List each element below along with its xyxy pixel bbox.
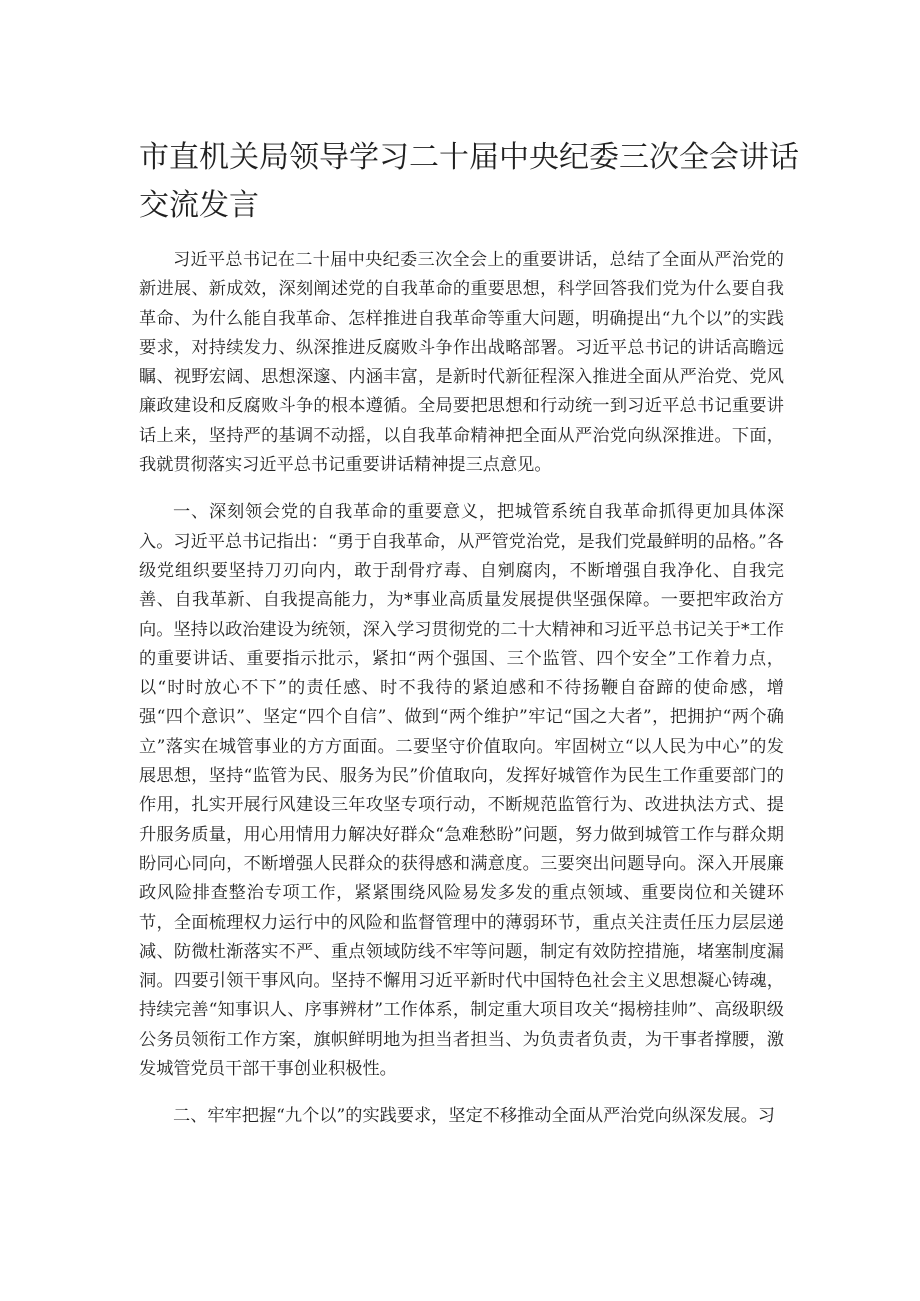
paragraph-section-1: 一、深刻领会党的自我革命的重要意义，把城管系统自我革命抓得更加具体深入。习近平总书记指出：“勇于自我革命，从严管党治党，是我们党最鲜明的品格。”各级党组织要坚持刀刃向内，敢于刮骨疗毒、自剜腐肉，不断增强自我净化、自我完善、自我革新、自我提高能力，为*事业高质量发展提供坚强保障。一要把牢政治方向。坚持以政治建设为统领，深入学习贯彻党的二十大精神和习近平总书记关于*工作的重要讲话、重要指示批示，紧扣“两个强国、三个监管、四个安全”工作着力点，以“时时放心不下”的责任感、时不我待的紧迫感和不待扬鞭自奋蹄的使命感，增强“四个意识”、坚定“四个自信”、做到“两个维护”牢记“国之大者”，把拥护“两个确立”落实在城管事业的方方面面。二要坚守价值取向。牢固树立“以人民为中心”的发展思想，坚持“监管为民、服务为民”价值取向，发挥好城管作为民生工作重要部门的作用，扎实开展行风建设三年攻坚专项行动，不断规范监管行为、改进执法方式、提升服务质量，用心用情用力解决好群众“急难愁盼”问题，努力做到城管工作与群众期盼同心同向，不断增强人民群众的获得感和满意度。三要突出问题导向。深入开展廉政风险排查整治专项工作，紧紧围绕风险易发多发的重点领域、重要岗位和关键环节，全面梳理权力运行中的风险和监督管理中的薄弱环节，重点关注责任压力层层递减、防微杜渐落实不严、重点领域防线不牢等问题，制定有效防控措施，堵塞制度漏洞。四要引领干事风向。坚持不懈用习近平新时代中国特色社会主义思想凝心铸魂，持续完善“知事识人、序事辨材”工作体系，制定重大项目攻关“揭榜挂帅”、高级职级公务员领衔工作方案，旗帜鲜明地为担当者担当、为负责者负责，为干事者撑腰，激发城管党员干部干事创业积极性。 xyxy=(139,502,784,1080)
title-line-2: 交流发言 xyxy=(139,188,259,223)
document-body xyxy=(139,246,784,1132)
paragraph-intro: 习近平总书记在二十届中央纪委三次全会上的重要讲话，总结了全面从严治党的新进展、新成效，深刻阐述党的自我革命的重要思想，科学回答我们党为什么要自我革命、为什么能自我革命、怎样推进自我革命等重大问题，明确提出“九个以”的实践要求，对持续发力、纵深推进反腐败斗争作出战略部署。习近平总书记的讲话高瞻远瞩、视野宏阔、思想深邃、内涵丰富，是新时代新征程深入推进全面从严治党、党风廉政建设和反腐败斗争的根本遵循。全局要把思想和行动统一到习近平总书记重要讲话上来，坚持严的基调不动摇，以自我革命精神把全面从严治党向纵深推进。下面，我就贯彻落实习近平总书记重要讲话精神提三点意见。 xyxy=(139,250,784,476)
title-line-1: 市直机关局领导学习二十届中央纪委三次全会讲话 xyxy=(139,140,799,175)
document-title xyxy=(139,134,799,230)
paragraph-section-2: 二、牢牢把握“九个以”的实践要求，坚定不移推动全面从严治党向纵深发展。习 xyxy=(173,1106,775,1127)
